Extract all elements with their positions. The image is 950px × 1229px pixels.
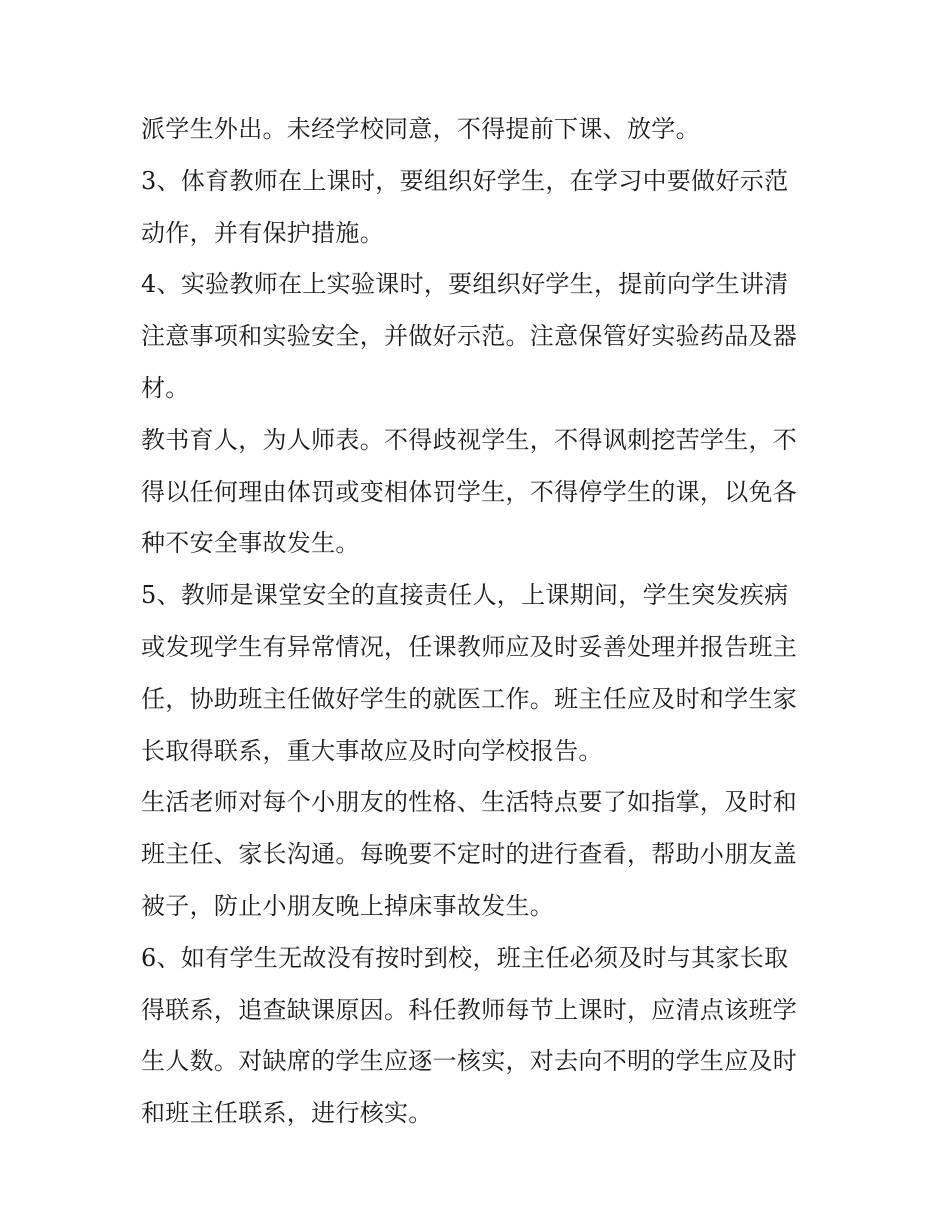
text-line: 注意事项和实验安全，并做好示范。注意保管好实验药品及器 — [141, 322, 798, 351]
text-line: 3、体育教师在上课时，要组织好学生，在学习中要做好示范 — [141, 166, 789, 195]
text-line: 6、如有学生无故没有按时到校，班主任必须及时与其家长取 — [141, 943, 789, 972]
document-body — [141, 110, 821, 1146]
text-line: 动作，并有保护措施。 — [141, 218, 384, 247]
text-line: 和班主任联系，进行核实。 — [141, 1099, 433, 1128]
text-line: 材。 — [141, 373, 190, 402]
text-line: 任，协助班主任做好学生的就医工作。班主任应及时和学生家 — [141, 684, 798, 713]
text-line: 长取得联系，重大事故应及时向学校报告。 — [141, 736, 603, 765]
text-line: 班主任、家长沟通。每晚要不定时的进行查看，帮助小朋友盖 — [141, 840, 798, 869]
text-line: 被子，防止小朋友晚上掉床事故发生。 — [141, 891, 555, 920]
text-line: 得联系，追查缺课原因。科任教师每节上课时，应清点该班学 — [141, 995, 798, 1024]
text-line: 生活老师对每个小朋友的性格、生活特点要了如指掌，及时和 — [141, 788, 798, 817]
text-line: 5、教师是课堂安全的直接责任人，上课期间，学生突发疾病 — [141, 581, 789, 610]
text-line: 派学生外出。未经学校同意，不得提前下课、放学。 — [141, 115, 700, 143]
text-line: 种不安全事故发生。 — [141, 529, 360, 558]
text-line: 4、实验教师在上实验课时，要组织好学生，提前向学生讲清 — [141, 270, 789, 299]
text-line: 生人数。对缺席的学生应逐一核实，对去向不明的学生应及时 — [141, 1047, 798, 1076]
text-line: 或发现学生有异常情况，任课教师应及时妥善处理并报告班主 — [141, 632, 798, 661]
text-line: 得以任何理由体罚或变相体罚学生，不得停学生的课，以免各 — [141, 477, 798, 506]
text-line: 教书育人，为人师表。不得歧视学生，不得讽刺挖苦学生，不 — [141, 425, 798, 454]
